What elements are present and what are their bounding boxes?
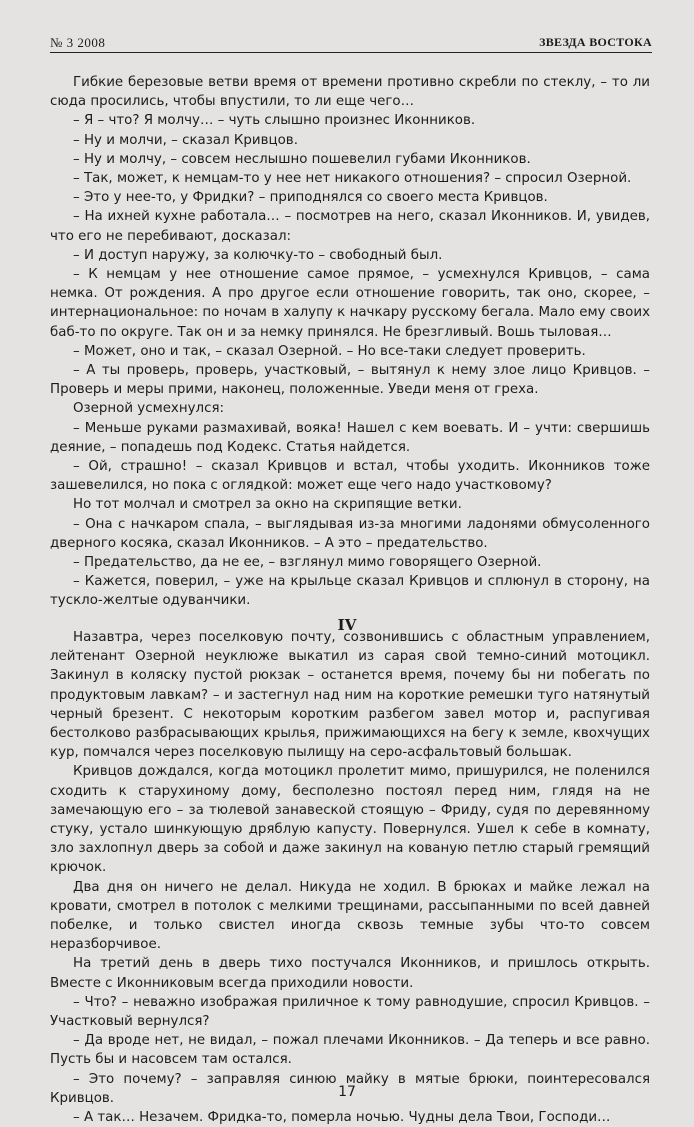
- magazine-title: ЗВЕЗДА ВОСТОКА: [539, 35, 652, 49]
- issue-number: № 3 2008: [50, 35, 106, 50]
- paragraph: – И доступ наружу, за колючку-то – свободный был.: [73, 247, 443, 263]
- paragraph: – Это почему? – заправляя синюю майку в мятые брюки, поинтересовался Кривцов.: [50, 1071, 650, 1106]
- text-block-before-section: [50, 73, 650, 611]
- paragraph: – Меньше руками размахивай, вояка! Нашел с кем воевать. И – учти: свершишь деяние, – попадешь под Кодекс. Статья найдется.: [50, 420, 650, 455]
- paragraph: – На ихней кухне работала… – посмотрев на него, сказал Иконников. И, увидев, что его не перебивают, досказал:: [50, 209, 650, 244]
- paragraph: – Предательство, да не ее, – взглянул мимо говорящего Озерной.: [73, 555, 542, 571]
- paragraph: – Да вроде нет, не видал, – пожал плечами Иконников. – Да теперь и все равно. Пусть бы и насовсем там остался.: [50, 1033, 650, 1068]
- paragraph: – Так, может, к немцам-то у нее нет никакого отношения? – спросил Озерной.: [73, 171, 632, 187]
- paragraph: – Я – что? Я молчу… – чуть слышно произнес Иконников.: [73, 113, 476, 129]
- running-header: [50, 34, 652, 53]
- paragraph: – А так… Незачем. Фридка-то, померла ночью. Чудны дела Твои, Господи…: [73, 1110, 611, 1126]
- paragraph: Озерной усмехнулся:: [73, 401, 225, 417]
- paragraph: Кривцов дождался, когда мотоцикл пролетит мимо, пришурился, не поленился сходить к старухиному дому, бесполезно постоял перед ним, глядя на не замечающую его – за тюлевой занавеской стоящую – Фриду, судя по деревянному стуку, устало шинкующую дряблую капусту. Повернулся. Ушел к себе в комнату, зло захлопнул дверь за собой и даже закинул на кованую петлю старый гремящий крючок.: [50, 764, 650, 876]
- text-block-section-iv: [50, 628, 650, 1127]
- paragraph: – Ой, страшно! – сказал Кривцов и встал, чтобы уходить. Иконников тоже зашевелился, но пока с оглядкой: может еще чего надо участковому?: [50, 459, 650, 494]
- paragraph: – К немцам у нее отношение самое прямое, – усмехнулся Кривцов, – сама немка. От рождения. А про другое если отношение говорить, так оно, скорее, – интернациональное: по ночам в халупу к начкару русскому бегала. Мало ему своих баб-то по округе. Так он и за немку принялся. Не брезгливый. Вошь тыловая…: [50, 267, 650, 340]
- paragraph: – Может, оно и так, – сказал Озерной. – Но все-таки следует проверить.: [73, 343, 586, 359]
- page-number: 17: [338, 1084, 356, 1100]
- paragraph: Два дня он ничего не делал. Никуда не ходил. В брюках и майке лежал на кровати, смотрел в потолок с мелкими трещинами, рассыпанными по всей давней побелке, и только свистел иногда сквозь темные зубы что-то совсем неразборчивое.: [50, 879, 650, 953]
- paragraph: На третий день в дверь тихо постучался Иконников, и пришлось открыть. Вместе с Иконниковым всегда приходили новости.: [50, 956, 650, 991]
- paragraph: – Она с начкаром спала, – выглядывая из-за многими ладонями обмусоленного дверного косяка, сказал Иконников. – А это – предательство.: [50, 516, 650, 551]
- paragraph: – Кажется, поверил, – уже на крыльце сказал Кривцов и сплюнул в сторону, на тускло-желтые одуванчики.: [50, 574, 650, 609]
- paragraph: – Ну и молчи, – сказал Кривцов.: [73, 132, 298, 148]
- paragraph: – Это у нее-то, у Фридки? – приподнялся со своего места Кривцов.: [73, 190, 548, 206]
- paragraph: – Что? – неважно изображая приличное к тому равнодушие, спросил Кривцов. – Участковый вернулся?: [50, 994, 650, 1030]
- paragraph: – А ты проверь, проверь, участковый, – вытянул к нему злое лицо Кривцов. – Проверь и меры прими, наконец, положенные. Уведи меня от греха.: [50, 363, 650, 398]
- paragraph: Назавтра, через поселковую почту, созвонившись с областным управлением, лейтенант Озерной неуклюже выкатил из сарая свой темно-синий мотоцикл. Закинул в коляску пустой рюкзак – останется время, почему бы ни побегать по продуктовым лавкам? – и застегнул над ним на короткие ремешки туго натянутый черный брезент. С некоторым коротким разбегом завел мотор и, распугивая бестолково разбрасывающих крылья, прижимающихся на бегу к земле, квохчущих кур, помчался через поселковую пылищу на серо-асфальтовый большак.: [50, 630, 650, 761]
- paragraph: – Ну и молчу, – совсем неслышно пошевелил губами Иконников.: [73, 151, 531, 167]
- paragraph: Гибкие березовые ветви время от времени противно скребли по стеклу, – то ли сюда просились, чтобы впустили, то ли еще чего…: [50, 75, 650, 110]
- section-number: IV: [337, 616, 357, 634]
- paragraph: Но тот молчал и смотрел за окно на скрипящие ветки.: [73, 497, 462, 513]
